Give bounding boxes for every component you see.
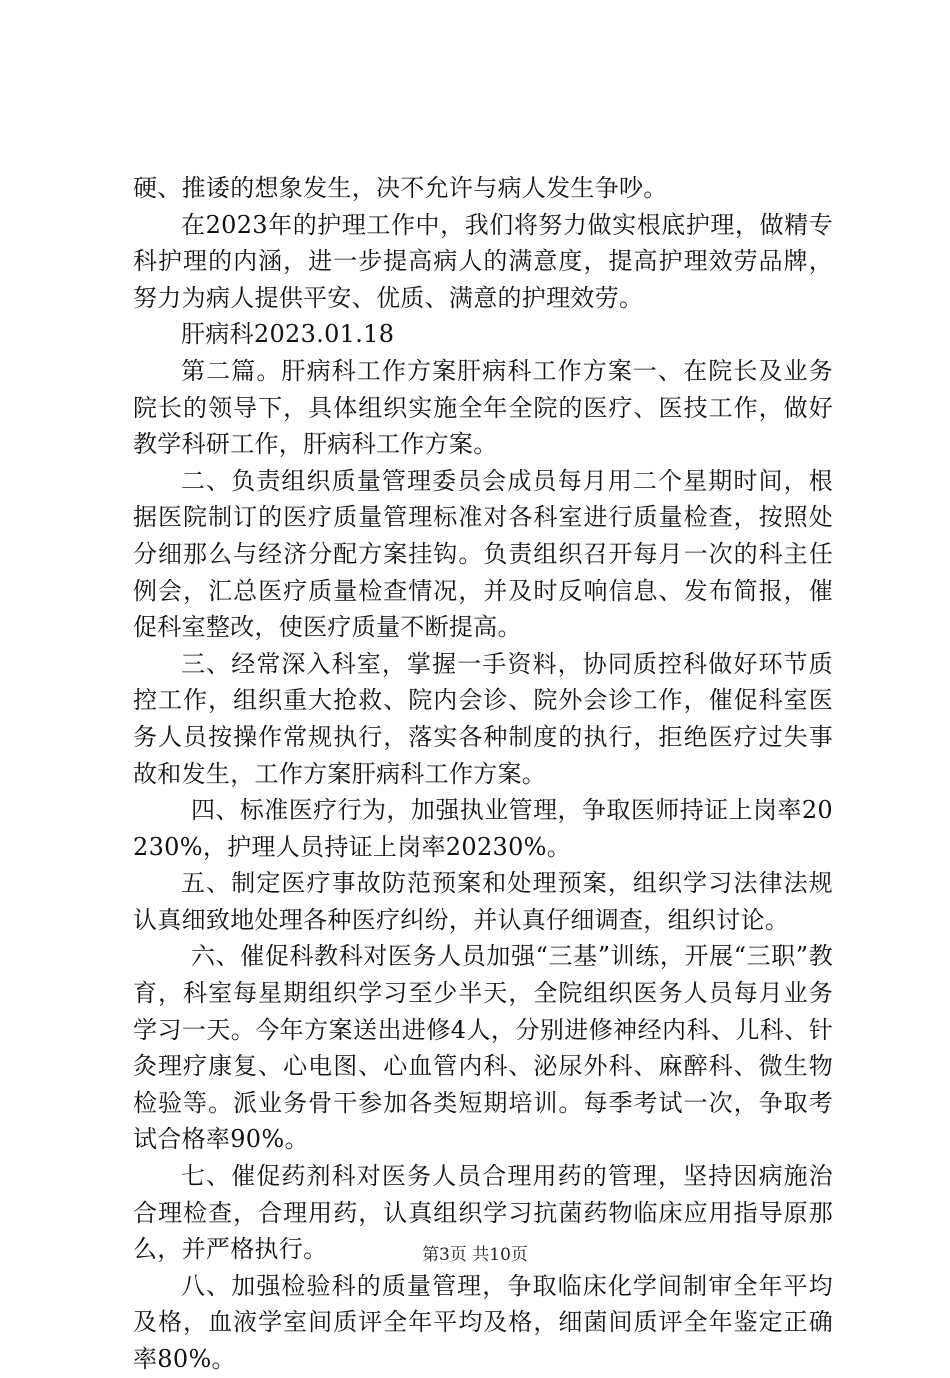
paragraph-item-six: 六、催促科教科对医务人员加强“三基”训练，开展“三职”教育，科室每星期组织学习至少半天，全院组织医务人员每月业务学习一天。今年方案送出进修4人，分别进修神经内科、儿科、针灸理疗康复、心电图、心血管内科、泌尿外科、麻醉科、微生物检验等。派业务骨干参加各类短期培训。每季考试一次，争取考试合格率90%。	[133, 942, 833, 1154]
paragraph-item-five: 五、制定医疗事故防范预案和处理预案，组织学习法律法规认真细致地处理各种医疗纠纷，并认真仔细调查，组织讨论。	[133, 869, 833, 934]
page-footer	[0, 1240, 950, 1265]
paragraph-item-seven: 七、催促药剂科对医务人员合理用药的管理，坚持因病施治合理检查，合理用药，认真组织学习抗菌药物临床应用指导原那么，并严格执行。	[133, 1162, 833, 1264]
document-body	[133, 170, 833, 1378]
paragraph-item-two: 二、负责组织质量管理委员会成员每月用二个星期时间，根据医院制订的医疗质量管理标准对各科室进行质量检查，按照处分细那么与经济分配方案挂钩。负责组织召开每月一次的科主任例会，汇总医疗质量检查情况，并及时反响信息、发布简报，催促科室整改，使医疗质量不断提高。	[133, 466, 833, 642]
paragraph-section-two-intro: 第二篇。肝病科工作方案肝病科工作方案一、在院长及业务院长的领导下，具体组织实施全年全院的医疗、医技工作，做好教学科研工作，肝病科工作方案。	[133, 356, 833, 459]
paragraph-item-eight: 八、加强检验科的质量管理，争取临床化学间制审全年平均及格，血液学室间质评全年平均及格，细菌间质评全年鉴定正确率80%。	[133, 1271, 833, 1373]
paragraph-nursing-plan: 在2023年的护理工作中，我们将努力做实根底护理，做精专科护理的内涵，进一步提高病人的满意度，提高护理效劳品牌，努力为病人提供平安、优质、满意的护理效劳。	[133, 210, 833, 312]
page-number: 第3页 共10页	[422, 1245, 528, 1265]
paragraph-item-four: 四、标准医疗行为，加强执业管理，争取医师持证上岗率20230%，护理人员持证上岗率20230%。	[133, 796, 833, 861]
paragraph-continuation: 硬、推诿的想象发生，决不允许与病人发生争吵。	[133, 174, 668, 202]
paragraph-signature-date: 肝病科2023.01.18	[181, 320, 395, 349]
paragraph-item-three: 三、经常深入科室，掌握一手资料，协同质控科做好环节质控工作，组织重大抢救、院内会诊、院外会诊工作，催促科室医务人员按操作常规执行，落实各种制度的执行，拒绝医疗过失事故和发生，工作方案肝病科工作方案。	[133, 649, 833, 788]
